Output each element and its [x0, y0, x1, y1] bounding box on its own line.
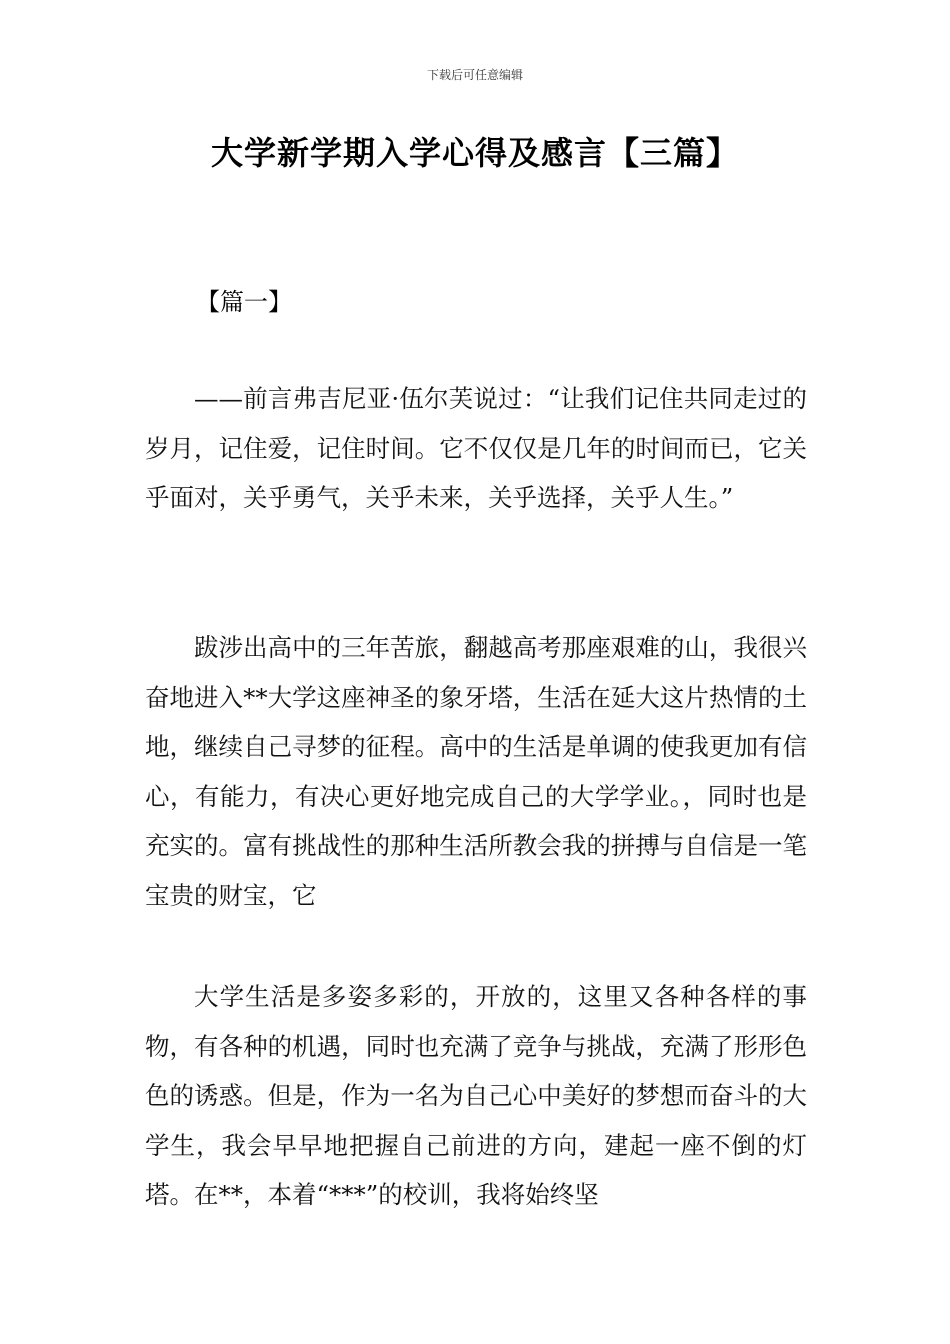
- paragraph-preface: ——前言弗吉尼亚·伍尔芙说过：“让我们记住共同走过的岁月，记住爱，记住时间。它不仅仅是几年的时间而已，它关乎面对，关乎勇气，关乎未来，关乎选择，关乎人生。”: [145, 384, 807, 512]
- paragraph-high-school: 跋涉出高中的三年苦旅，翻越高考那座艰难的山，我很兴奋地进入**大学这座神圣的象牙塔，生活在延大这片热情的土地，继续自己寻梦的征程。高中的生活是单调的使我更加有信心，有能力，有决心更好地完成自己的大学学业。，同时也是充实的。富有挑战性的那种生活所教会我的拼搏与自信是一笔宝贵的财宝，它: [145, 633, 807, 910]
- paragraph-university-life: 大学生活是多姿多彩的，开放的，这里又各种各样的事物，有各种的机遇，同时也充满了竞争与挑战，充满了形形色色的诱惑。但是，作为一名为自己心中美好的梦想而奋斗的大学生，我会早早地把握自己前进的方向，建起一座不倒的灯塔。在**，本着“***”的校训，我将始终坚: [145, 982, 807, 1209]
- section-heading: 【篇一】: [196, 288, 292, 316]
- header-note: 下载后可任意编辑: [426, 68, 523, 82]
- document-title: 大学新学期入学心得及感言【三篇】: [210, 134, 739, 172]
